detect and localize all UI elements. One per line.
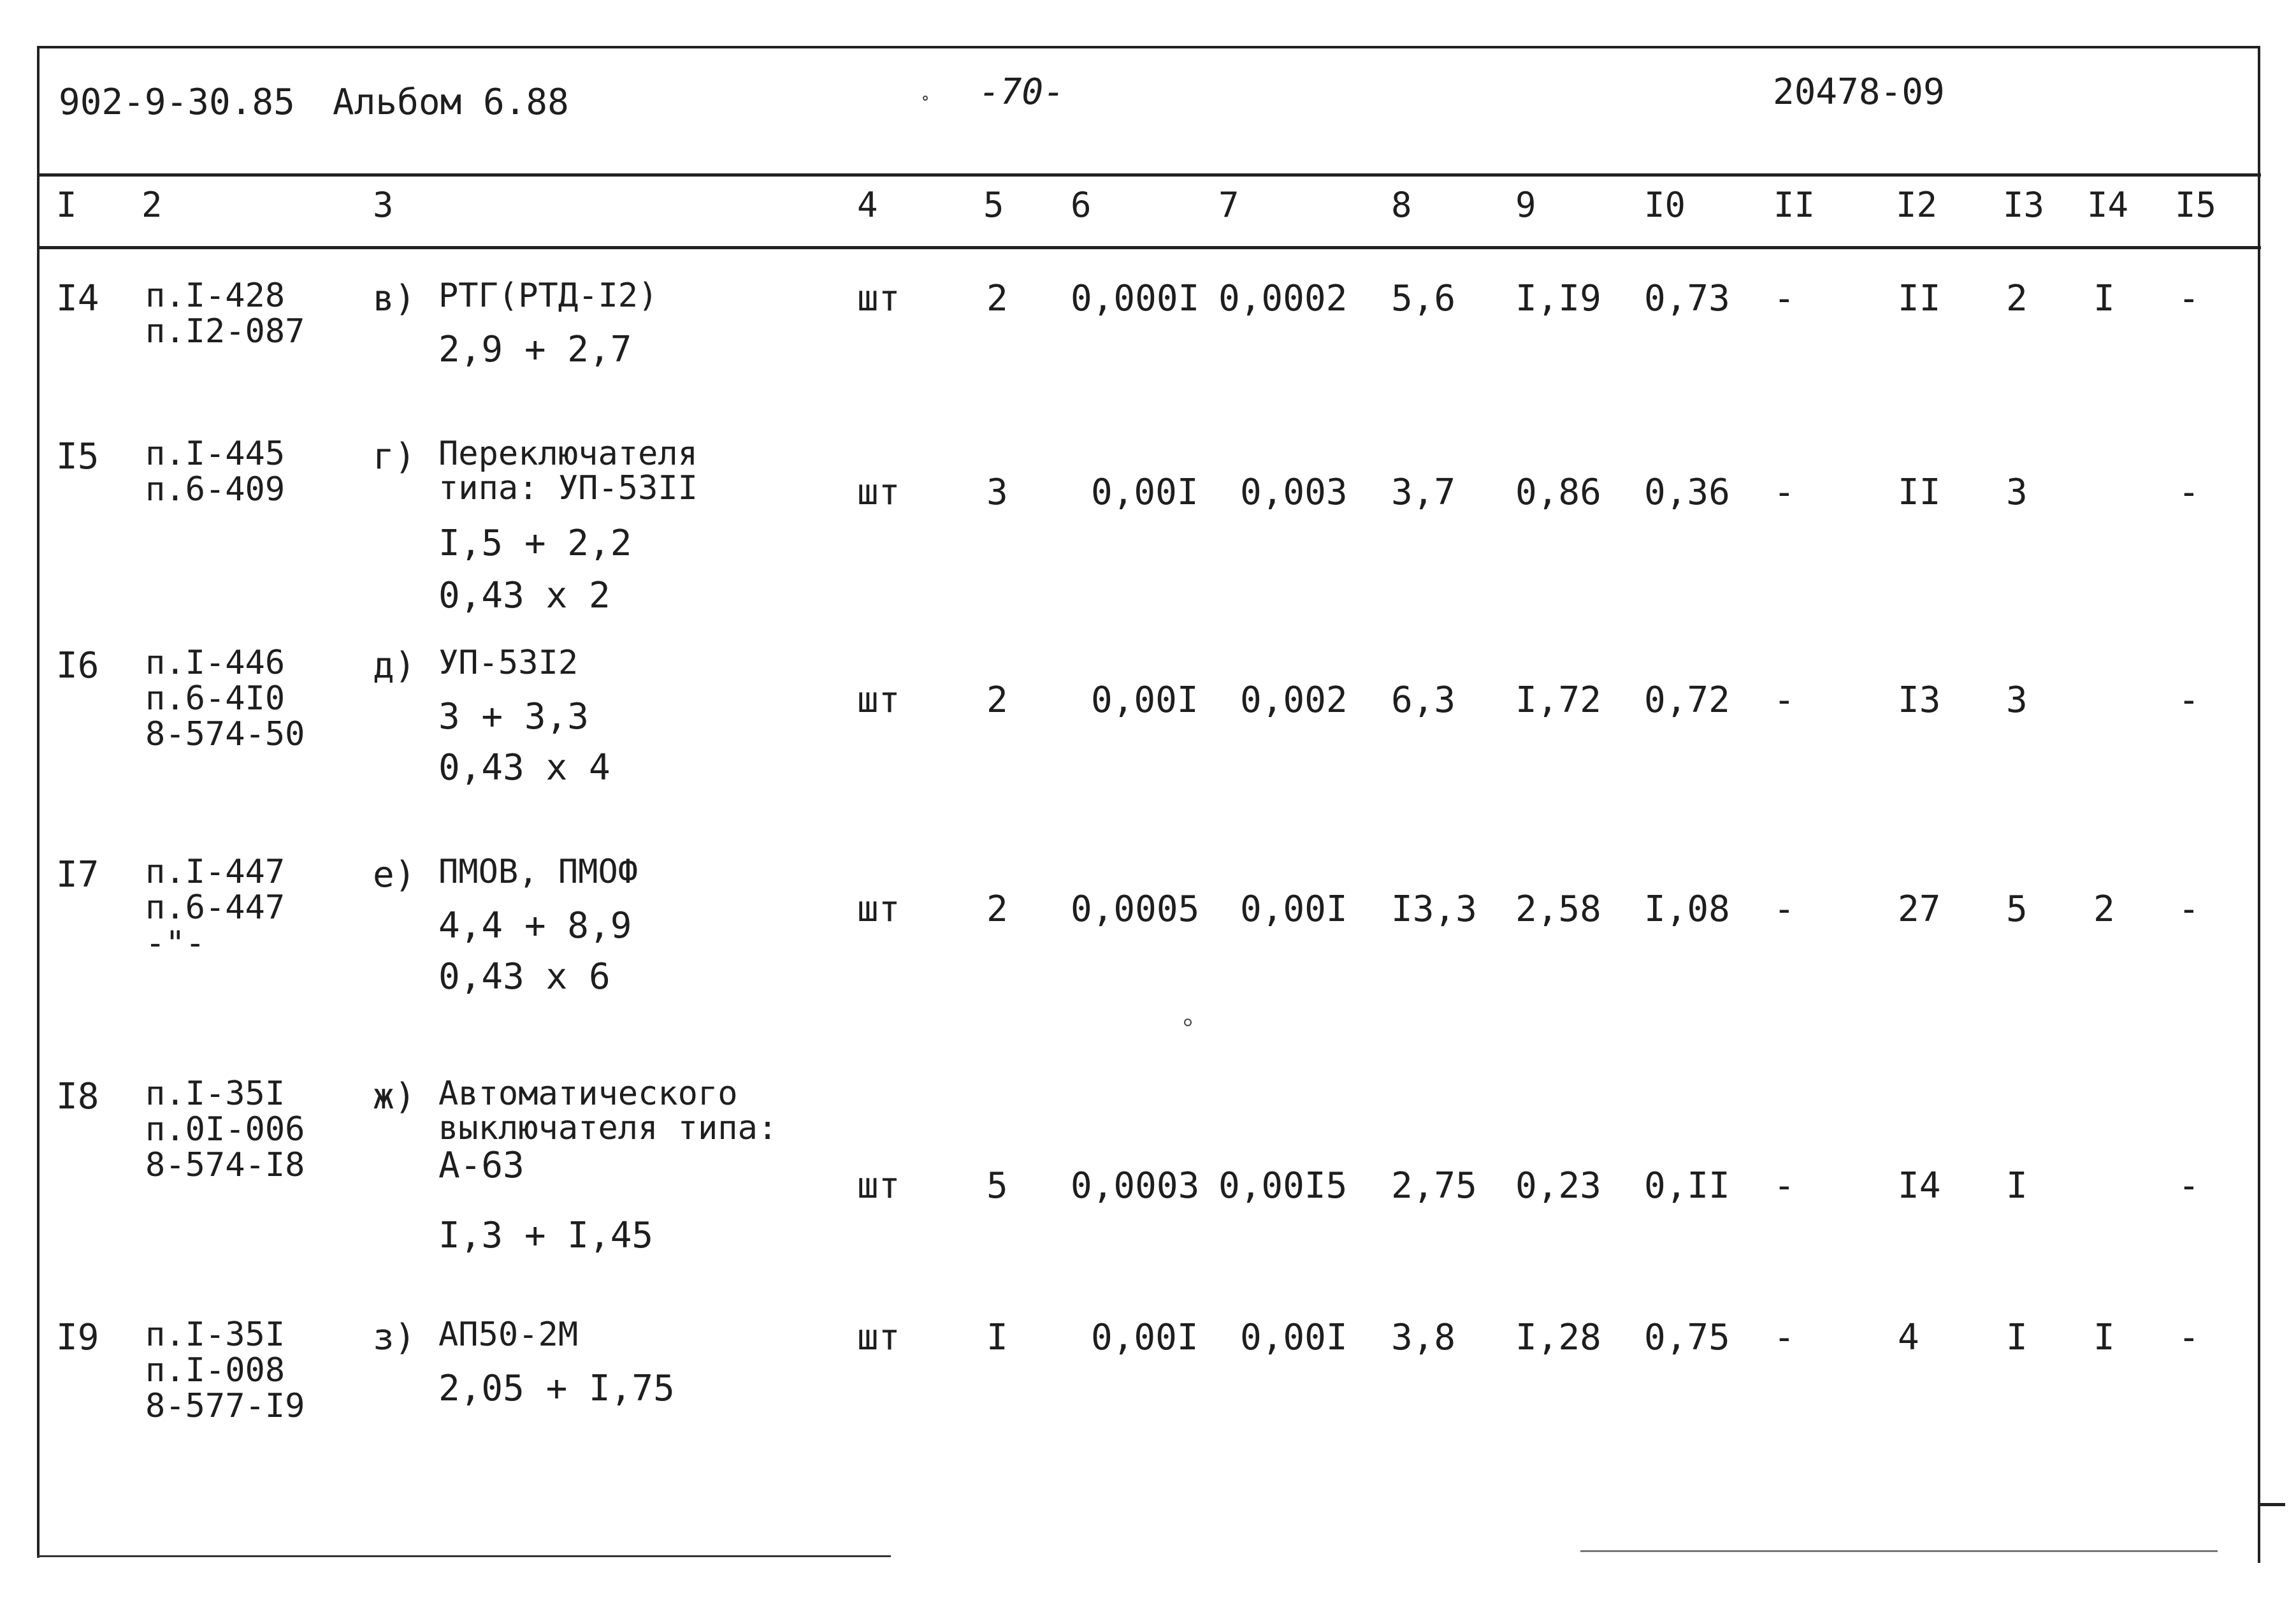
- row-reference: п.0I-006: [145, 1110, 305, 1149]
- col12-value: I3: [1898, 679, 1941, 721]
- row-reference: 8-574-I8: [145, 1146, 305, 1184]
- col9-value: 2,58: [1515, 889, 1601, 930]
- item-description: типа: УП-53II: [438, 469, 698, 507]
- item-description: 0,43 х 4: [438, 747, 610, 788]
- item-description: 2,05 + I,75: [438, 1368, 675, 1409]
- col11-value: -: [1773, 889, 1795, 930]
- col9-value: 0,86: [1515, 472, 1601, 513]
- bottom-dashed-line: [1580, 1550, 2218, 1552]
- item-description: А-63: [438, 1145, 524, 1186]
- item-description: I,3 + I,45: [438, 1215, 654, 1256]
- quantity: I: [986, 1317, 1008, 1358]
- col11-value: -: [1773, 278, 1795, 319]
- document-code: 902-9-30.85: [59, 82, 295, 123]
- stray-mark: [923, 96, 928, 101]
- col12-value: II: [1898, 472, 1941, 513]
- col11-value: -: [1773, 1317, 1795, 1358]
- col15-value: -: [2178, 1317, 2200, 1358]
- row-reference: п.I-428: [145, 277, 285, 315]
- row-reference: 8-577-I9: [145, 1387, 305, 1425]
- col15-value: -: [2178, 679, 2200, 721]
- row-reference: п.I-447: [145, 853, 285, 891]
- row-number: I4: [56, 278, 99, 319]
- col15-value: -: [2178, 889, 2200, 930]
- right-margin-tick: [2260, 1503, 2285, 1506]
- frame-right-border: [2258, 46, 2260, 1563]
- unit: шт: [857, 1317, 900, 1358]
- inventory-number: 20478-09: [1773, 71, 1945, 113]
- col8-value: 2,75: [1391, 1165, 1477, 1207]
- item-description: УП-53I2: [438, 644, 579, 682]
- unit: шт: [857, 679, 900, 721]
- row-reference: п.I-445: [145, 435, 285, 473]
- col8-value: 3,8: [1391, 1317, 1456, 1358]
- stray-mark: [1184, 1019, 1192, 1026]
- unit: шт: [857, 1165, 900, 1207]
- quantity: 2: [986, 889, 1008, 930]
- col15-value: -: [2178, 1165, 2200, 1207]
- column-header: 3: [373, 185, 394, 225]
- col7-value: 0,00I5: [1218, 1165, 1348, 1207]
- col8-value: I3,3: [1391, 889, 1477, 930]
- col8-value: 6,3: [1391, 679, 1456, 721]
- col8-value: 5,6: [1391, 278, 1456, 319]
- row-reference: п.6-447: [145, 889, 285, 927]
- header-divider: [37, 173, 2261, 177]
- col12-value: II: [1898, 278, 1941, 319]
- row-reference: п.I-008: [145, 1351, 285, 1390]
- quantity: 5: [986, 1165, 1008, 1207]
- row-number: I9: [56, 1317, 99, 1358]
- item-letter: г): [373, 436, 416, 477]
- col13-value: 3: [2006, 679, 2028, 721]
- col10-value: I,08: [1644, 889, 1730, 930]
- item-description: ПМОВ, ПМОФ: [438, 853, 639, 891]
- col12-value: 4: [1898, 1317, 1919, 1358]
- col13-value: 2: [2006, 278, 2028, 319]
- col8-value: 3,7: [1391, 472, 1456, 513]
- col11-value: -: [1773, 679, 1795, 721]
- column-header-divider: [37, 246, 2261, 249]
- col9-value: I,28: [1515, 1317, 1601, 1358]
- column-header: 8: [1391, 185, 1412, 225]
- row-reference: п.I-35I: [145, 1075, 285, 1113]
- row-reference: -"-: [145, 924, 205, 962]
- column-header: 5: [983, 185, 1004, 225]
- column-header: I: [56, 185, 77, 225]
- page-number: -70-: [979, 71, 1065, 113]
- album-number: Альбом 6.88: [333, 82, 569, 123]
- col13-value: I: [2006, 1165, 2028, 1207]
- col7-value: 0,00I: [1240, 1317, 1348, 1358]
- item-description: 2,9 + 2,7: [438, 329, 632, 370]
- col10-value: 0,73: [1644, 278, 1730, 319]
- unit: шт: [857, 889, 900, 930]
- col12-value: 27: [1898, 889, 1941, 930]
- col10-value: 0,72: [1644, 679, 1730, 721]
- col14-value: I: [2093, 278, 2115, 319]
- column-header: 9: [1515, 185, 1536, 225]
- col6-value: 0,00I: [1091, 1317, 1199, 1358]
- item-description: Автоматического: [438, 1075, 738, 1113]
- col15-value: -: [2178, 472, 2200, 513]
- column-header: I4: [2087, 185, 2129, 225]
- col14-value: I: [2093, 1317, 2115, 1358]
- item-letter: д): [373, 645, 416, 686]
- col9-value: I,72: [1515, 679, 1601, 721]
- frame-top-border: [37, 46, 2260, 48]
- item-letter: з): [373, 1317, 416, 1358]
- col7-value: 0,003: [1240, 472, 1348, 513]
- unit: шт: [857, 472, 900, 513]
- col12-value: I4: [1898, 1165, 1941, 1207]
- row-reference: п.6-4I0: [145, 679, 285, 718]
- row-number: I5: [56, 436, 99, 477]
- col6-value: 0,000I: [1071, 278, 1200, 319]
- col9-value: 0,23: [1515, 1165, 1601, 1207]
- col7-value: 0,0002: [1218, 278, 1348, 319]
- col14-value: 2: [2093, 889, 2115, 930]
- column-header: I0: [1644, 185, 1686, 225]
- item-letter: в): [373, 278, 416, 319]
- quantity: 2: [986, 278, 1008, 319]
- bottom-border: [37, 1555, 891, 1557]
- row-reference: п.6-409: [145, 470, 285, 509]
- col13-value: 5: [2006, 889, 2028, 930]
- quantity: 2: [986, 679, 1008, 721]
- col13-value: I: [2006, 1317, 2028, 1358]
- item-letter: ж): [373, 1076, 416, 1117]
- col9-value: I,I9: [1515, 278, 1601, 319]
- col7-value: 0,002: [1240, 679, 1348, 721]
- col7-value: 0,00I: [1240, 889, 1348, 930]
- column-header: 7: [1218, 185, 1239, 225]
- frame-left-border: [37, 46, 40, 1558]
- item-description: 0,43 х 2: [438, 575, 610, 616]
- quantity: 3: [986, 472, 1008, 513]
- column-header: I2: [1896, 185, 1938, 225]
- column-header: 4: [857, 185, 878, 225]
- column-header: I5: [2175, 185, 2217, 225]
- col6-value: 0,0005: [1071, 889, 1200, 930]
- item-description: АП50-2М: [438, 1316, 579, 1354]
- col11-value: -: [1773, 472, 1795, 513]
- column-header: II: [1773, 185, 1816, 225]
- item-description: 3 + 3,3: [438, 696, 589, 737]
- col10-value: 0,II: [1644, 1165, 1730, 1207]
- col15-value: -: [2178, 278, 2200, 319]
- column-header: 2: [141, 185, 162, 225]
- col11-value: -: [1773, 1165, 1795, 1207]
- item-description: 4,4 + 8,9: [438, 905, 632, 947]
- row-number: I6: [56, 645, 99, 686]
- col6-value: 0,00I: [1091, 472, 1199, 513]
- row-number: I8: [56, 1076, 99, 1117]
- item-description: РТГ(РТД-I2): [438, 277, 658, 315]
- row-reference: п.I-35I: [145, 1316, 285, 1354]
- item-description: выключателя типа:: [438, 1109, 778, 1147]
- col6-value: 0,0003: [1071, 1165, 1200, 1207]
- col6-value: 0,00I: [1091, 679, 1199, 721]
- col13-value: 3: [2006, 472, 2028, 513]
- row-number: I7: [56, 854, 99, 896]
- row-reference: п.I-446: [145, 644, 285, 682]
- col10-value: 0,75: [1644, 1317, 1730, 1358]
- column-header: 6: [1071, 185, 1092, 225]
- column-header: I3: [2003, 185, 2045, 225]
- unit: шт: [857, 278, 900, 319]
- col10-value: 0,36: [1644, 472, 1730, 513]
- row-reference: п.I2-087: [145, 312, 305, 351]
- row-reference: 8-574-50: [145, 715, 305, 753]
- item-description: Переключателя: [438, 435, 698, 473]
- item-letter: е): [373, 854, 416, 896]
- item-description: I,5 + 2,2: [438, 523, 632, 564]
- item-description: 0,43 х 6: [438, 956, 610, 998]
